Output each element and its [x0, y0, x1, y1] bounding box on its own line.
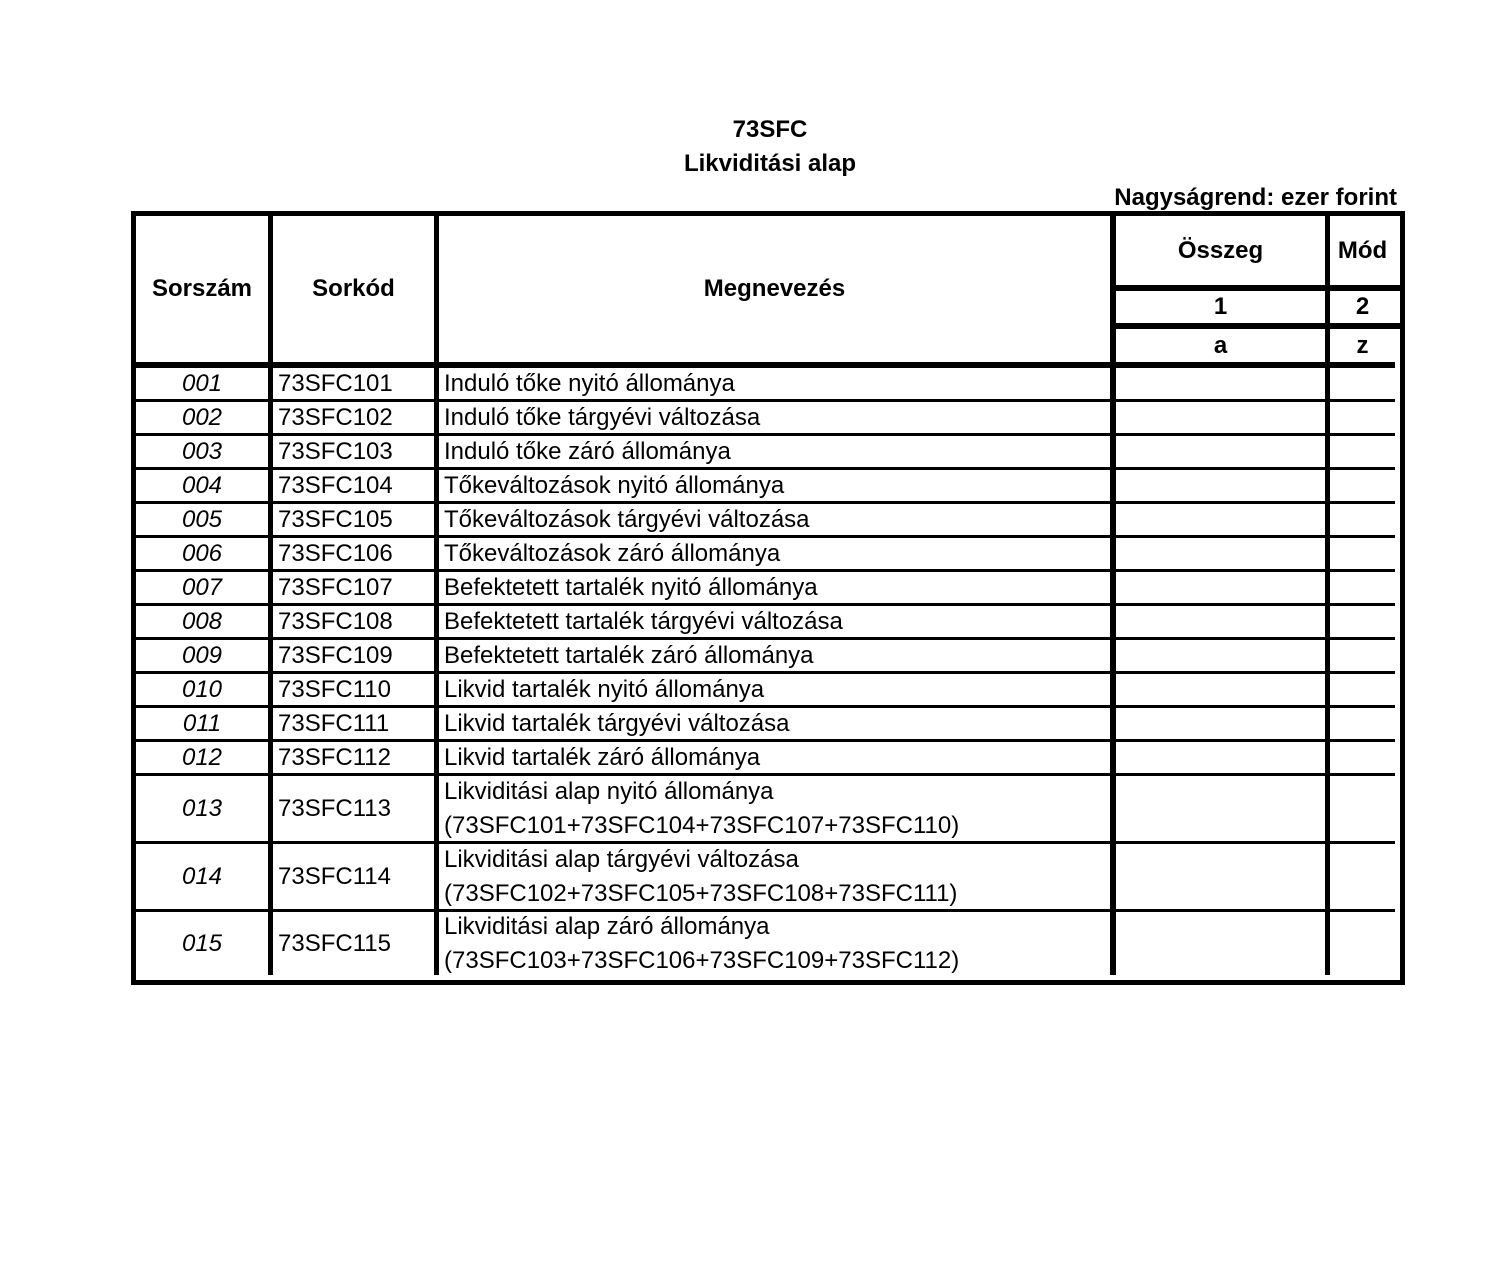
row-name-formula: (73SFC102+73SFC105+73SFC108+73SFC111): [444, 879, 958, 907]
report-code: 73SFC: [732, 116, 808, 143]
row-number: 012: [181, 743, 223, 771]
row-code: 73SFC109: [278, 641, 393, 669]
row-name: Tőkeváltozások tárgyévi változása: [444, 505, 810, 533]
row-name: Befektetett tartalék záró állománya: [444, 641, 814, 669]
row-name: Befektetett tartalék nyitó állománya: [444, 573, 818, 601]
row-number: 015: [181, 929, 223, 957]
row-code: 73SFC106: [278, 539, 393, 567]
row-amount-cell: [1116, 436, 1325, 467]
row-code: 73SFC107: [278, 573, 393, 601]
row-code: 73SFC114: [278, 862, 391, 890]
row-name-formula: (73SFC101+73SFC104+73SFC107+73SFC110): [444, 811, 960, 839]
row-mode-cell: [1330, 912, 1395, 975]
row-amount-cell: [1116, 470, 1325, 501]
row-number: 007: [181, 573, 223, 601]
header-sorszam: Sorszám: [151, 275, 253, 302]
row-number: 001: [181, 369, 223, 397]
row-code: 73SFC108: [278, 607, 393, 635]
row-mode-cell: [1330, 402, 1395, 433]
header-mod-type: z: [1356, 331, 1369, 359]
header-megnevezes: Megnevezés: [703, 275, 846, 302]
row-number: 013: [181, 794, 223, 822]
row-mode-cell: [1330, 844, 1395, 909]
row-mode-cell: [1330, 436, 1395, 467]
row-name-formula: (73SFC103+73SFC106+73SFC109+73SFC112): [444, 946, 960, 974]
row-name: Likvid tartalék záró állománya: [444, 743, 761, 771]
row-mode-cell: [1330, 572, 1395, 603]
row-code: 73SFC113: [278, 794, 391, 822]
row-amount-cell: [1116, 776, 1325, 841]
row-amount-cell: [1116, 538, 1325, 569]
row-mode-cell: [1330, 674, 1395, 705]
header-mod-number: 2: [1355, 293, 1370, 320]
header-osszeg: Összeg: [1177, 236, 1264, 264]
row-name: Tőkeváltozások nyitó állománya: [444, 471, 785, 499]
row-number: 014: [181, 862, 223, 890]
row-amount-cell: [1116, 402, 1325, 433]
row-name: Likvid tartalék tárgyévi változása: [444, 709, 790, 737]
row-mode-cell: [1330, 742, 1395, 773]
row-name-line1: Likviditási alap tárgyévi változása: [444, 845, 799, 873]
row-code: 73SFC115: [278, 929, 391, 957]
row-name: Induló tőke nyitó állománya: [444, 369, 735, 397]
row-name: Likvid tartalék nyitó állománya: [444, 675, 765, 703]
header-sorkod: Sorkód: [312, 275, 395, 302]
row-number: 002: [181, 403, 223, 431]
row-mode-cell: [1330, 504, 1395, 535]
header-divider: [1112, 323, 1400, 329]
row-number: 005: [181, 505, 223, 533]
row-mode-cell: [1330, 640, 1395, 671]
row-code: 73SFC105: [278, 505, 393, 533]
report-title: Likviditási alap: [683, 150, 857, 177]
header-divider: [1112, 285, 1400, 291]
row-amount-cell: [1116, 606, 1325, 637]
row-mode-cell: [1330, 776, 1395, 841]
row-name: Induló tőke záró állománya: [444, 437, 731, 465]
row-code: 73SFC111: [278, 709, 390, 737]
row-amount-cell: [1116, 572, 1325, 603]
row-name: Befektetett tartalék tárgyévi változása: [444, 607, 843, 635]
row-amount-cell: [1116, 742, 1325, 773]
row-amount-cell: [1116, 368, 1325, 399]
row-code: 73SFC112: [278, 743, 391, 771]
row-amount-cell: [1116, 504, 1325, 535]
row-name: Tőkeváltozások záró állománya: [444, 539, 781, 567]
row-name: Induló tőke tárgyévi változása: [444, 403, 761, 431]
row-mode-cell: [1330, 368, 1395, 399]
row-code: 73SFC110: [278, 675, 391, 703]
row-mode-cell: [1330, 538, 1395, 569]
row-code: 73SFC102: [278, 403, 393, 431]
row-number: 011: [182, 709, 222, 737]
row-name-line1: Likviditási alap záró állománya: [444, 912, 770, 940]
row-code: 73SFC101: [278, 369, 393, 397]
row-number: 008: [181, 607, 223, 635]
row-amount-cell: [1116, 844, 1325, 909]
row-name: [439, 844, 1110, 909]
row-mode-cell: [1330, 470, 1395, 501]
row-number: 010: [181, 675, 223, 703]
row-amount-cell: [1116, 708, 1325, 739]
row-name: [439, 912, 1110, 975]
row-number: 004: [181, 471, 223, 499]
header-osszeg-type: a: [1213, 331, 1228, 359]
header-osszeg-number: 1: [1213, 293, 1228, 320]
row-code: 73SFC104: [278, 471, 393, 499]
row-mode-cell: [1330, 606, 1395, 637]
row-amount-cell: [1116, 674, 1325, 705]
header-mod: Mód: [1337, 236, 1388, 264]
row-mode-cell: [1330, 708, 1395, 739]
row-number: 006: [181, 539, 223, 567]
row-amount-cell: [1116, 640, 1325, 671]
unit-label: Nagyságrend: ezer forint: [1114, 184, 1397, 211]
row-number: 009: [181, 641, 223, 669]
row-number: 003: [181, 437, 223, 465]
row-name: [439, 776, 1110, 841]
row-code: 73SFC103: [278, 437, 393, 465]
row-name-line1: Likviditási alap nyitó állománya: [444, 777, 774, 805]
row-amount-cell: [1116, 912, 1325, 975]
